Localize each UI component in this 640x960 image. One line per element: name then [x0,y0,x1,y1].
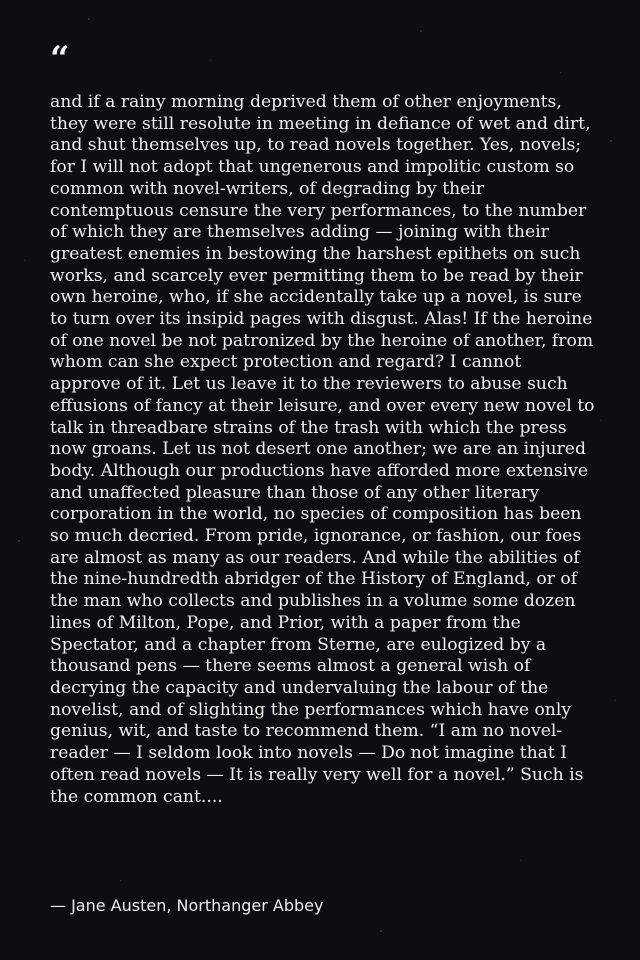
quote-attribution: — Jane Austen, Northanger Abbey [50,896,324,915]
quote-mark: “ [50,39,70,79]
quote-text: and if a rainy morning deprived them of other enjoyments, they were still resolute in meeting in defiance of wet and dirt, and shut themselves up, to read novels together. Yes, novels; for I will not adopt that ungenerous and impolitic custom so common with novel-writers, of degrading by their contemptuous censure the very performances, to the number of which they are themselves adding — joining with their greatest enemies in bestowing the harshest epithets on such works, and scarcely ever permitting them to be read by their own heroine, who, if she accidentally take up a novel, is sure to turn over its insipid pages with disgust. Alas! If the heroine of one novel be not patronized by the heroine of another, from whom can she expect protection and regard? I cannot approve of it. Let us leave it to the reviewers to abuse such effusions of fancy at their leisure, and over every new novel to talk in threadbare strains of the trash with which the press now groans. Let us not desert one another; we are an injured body. Although our productions have afforded more extensive and unaffected pleasure than those of any other literary corporation in the world, no species of composition has been so much decried. From pride, ignorance, or fashion, our foes are almost as many as our readers. And while the abilities of the nine-hundredth abridger of the History of England, or of the man who collects and publishes in a volume some dozen lines of Milton, Pope, and Prior, with a paper from the Spectator, and a chapter from Sterne, are eulogized by a thousand pens — there seems almost a general wish of decrying the capacity and undervaluing the labour of the novelist, and of slighting the performances which have only genius, wit, and taste to recommend them. “I am no novel-reader — I seldom look into novels — Do not imagine that I often read novels — It is really very well for a novel.” Such is the common cant.... [50,92,595,807]
